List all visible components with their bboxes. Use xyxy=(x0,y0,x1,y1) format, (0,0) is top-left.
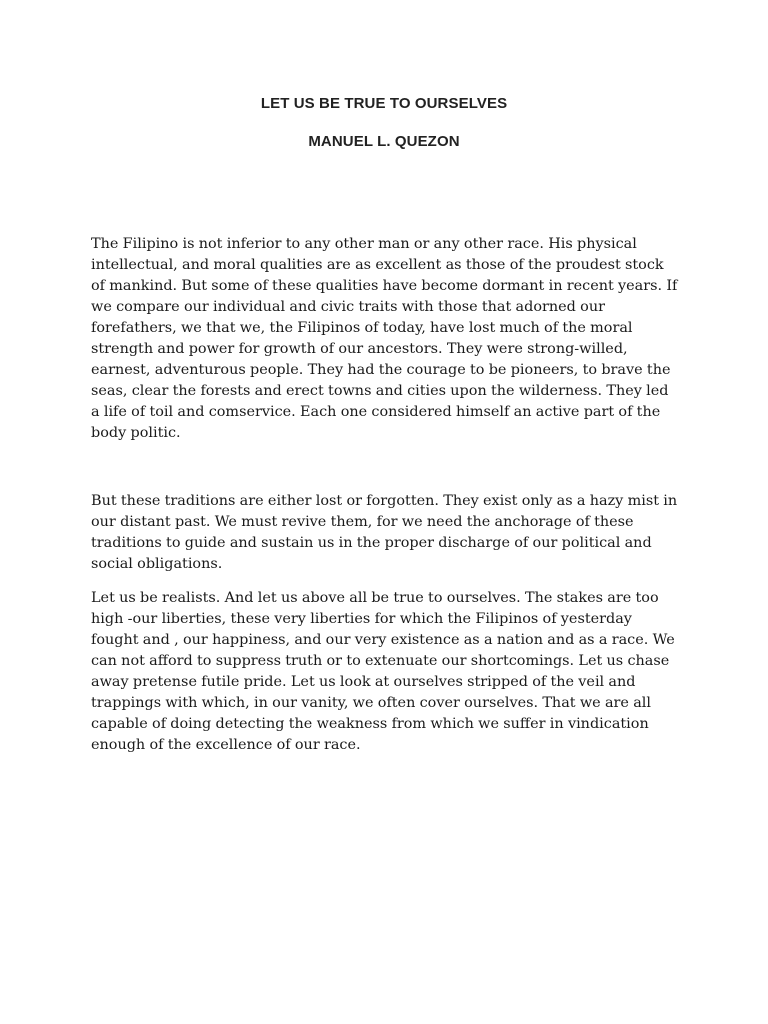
paragraph-1: The Filipino is not inferior to any other man or any other race. His physical intellectual, and moral qualities are as excellent as those of the proudest stock of mankind. But some of these qualities have become dormant in recent years. If we compare our individual and civic traits with those that adorned our forefathers, we that we, the Filipinos of today, have lost much of the moral strength and power for growth of our ancestors. They were strong-willed, earnest, adventurous people. They had the courage to be pioneers, to brave the seas, clear the forests and erect towns and cities upon the wilderness. They led a life of toil and comservice. Each one considered himself an active part of the body politic. xyxy=(91,236,678,441)
paragraph-3: Let us be realists. And let us above all be true to ourselves. The stakes are too high -our liberties, these very liberties for which the Filipinos of yesterday fought and , our happiness, and our very existence as a nation and as a race. We can not afford to suppress truth or to extenuate our shortcomings. Let us chase away pretense futile pride. Let us look at ourselves stripped of the veil and trappings with which, in our vanity, we often cover ourselves. That we are all capable of doing detecting the weakness from which we suffer in vindication enough of the excellence of our race. xyxy=(91,590,675,753)
document-author: MANUEL L. QUEZON xyxy=(308,133,460,150)
document-title: LET US BE TRUE TO OURSELVES xyxy=(260,95,508,112)
paragraph-2: But these traditions are either lost or forgotten. They exist only as a hazy mist in our distant past. We must revive them, for we need the anchorage of these traditions to guide and sustain us in the proper discharge of our political and social obligations. xyxy=(91,493,678,572)
